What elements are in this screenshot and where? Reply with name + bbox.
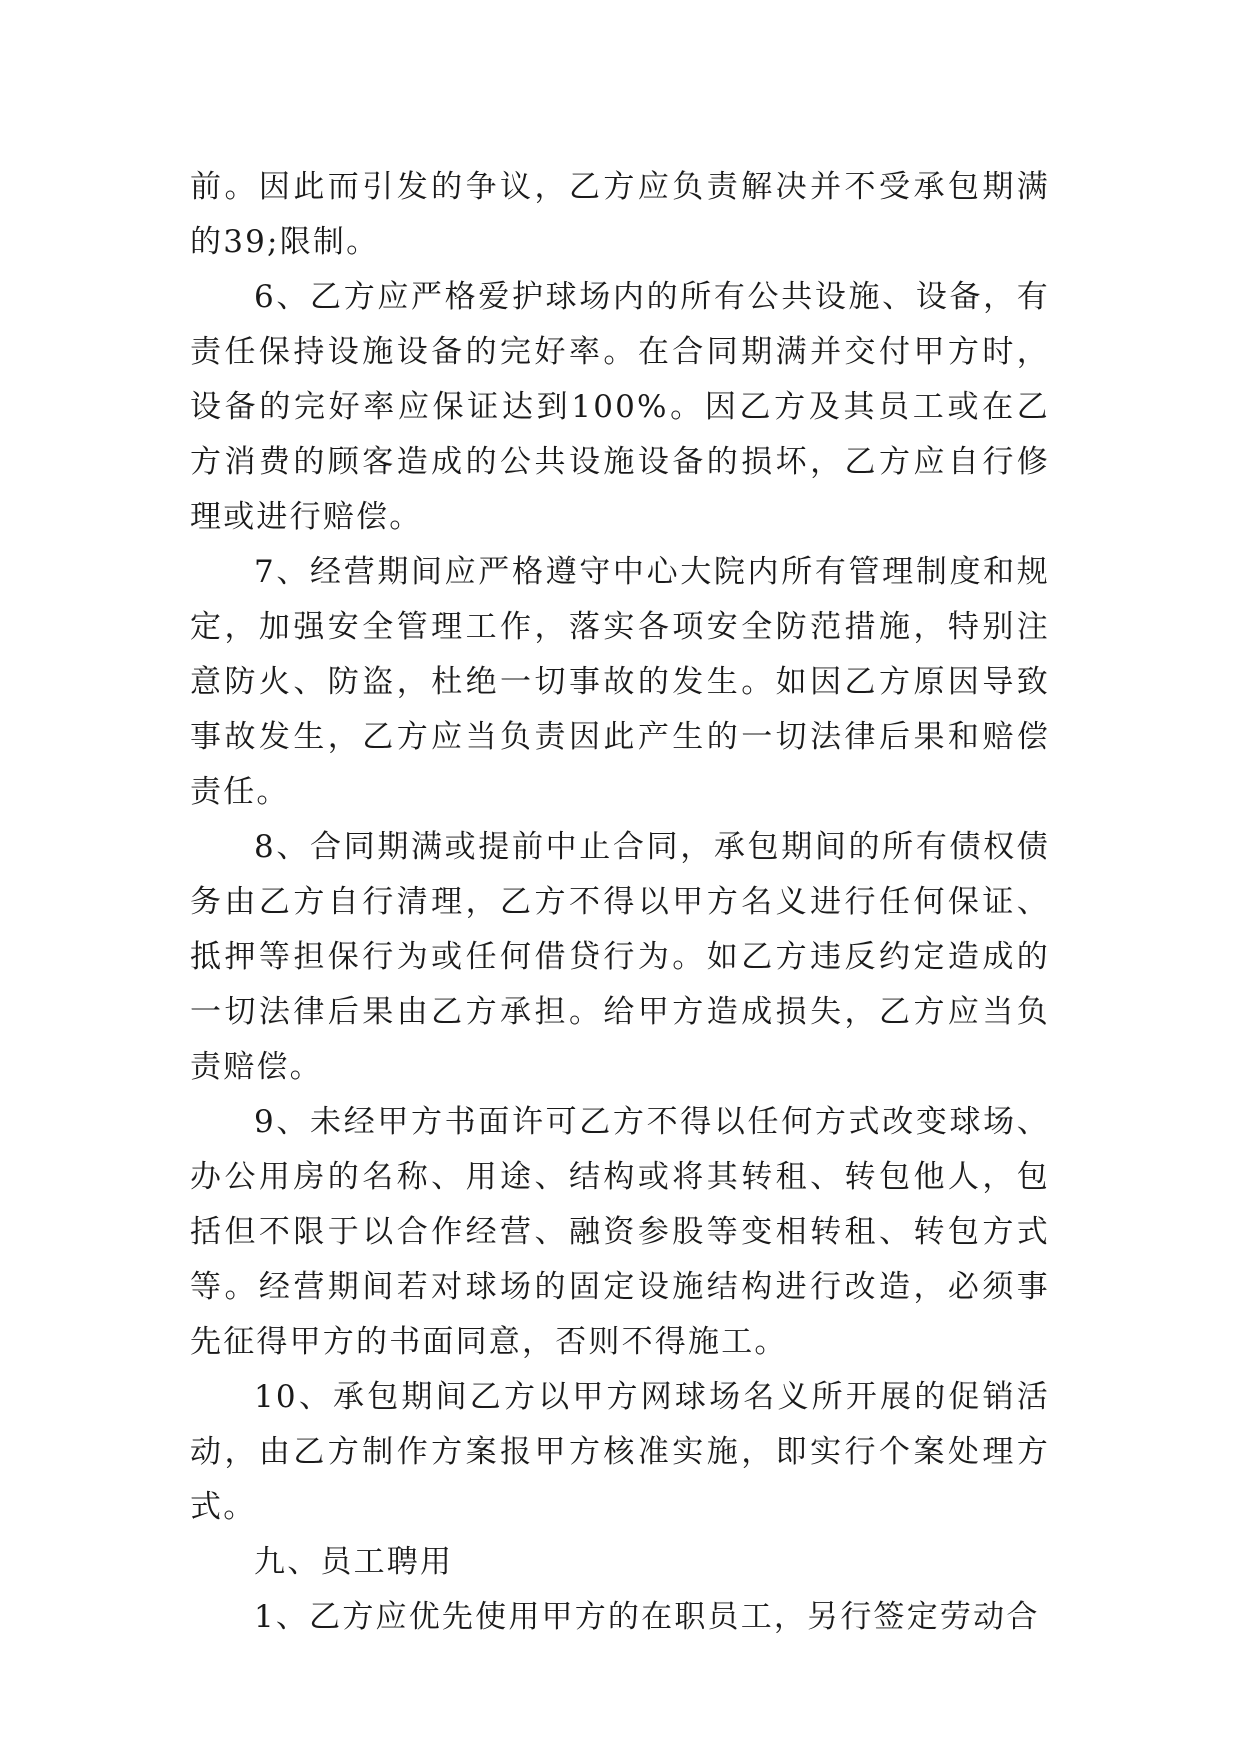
paragraph-clause-10: 10、承包期间乙方以甲方网球场名义所开展的促销活动，由乙方制作方案报甲方核准实施，即实行个案处理方式。 xyxy=(190,1379,1050,1525)
paragraph-hiring-clause-1: 1、乙方应优先使用甲方的在职员工，另行签定劳动合 xyxy=(254,1599,1040,1635)
paragraph-continuation: 前。因此而引发的争议，乙方应负责解决并不受承包期满的39;限制。 xyxy=(190,169,1050,260)
paragraph-clause-7: 7、经营期间应严格遵守中心大院内所有管理制度和规定，加强安全管理工作，落实各项安全防范措施，特别注意防火、防盗，杜绝一切事故的发生。如因乙方原因导致事故发生，乙方应当负责因此产生的一切法律后果和赔偿责任。 xyxy=(190,554,1050,810)
paragraph-clause-8: 8、合同期满或提前中止合同，承包期间的所有债权债务由乙方自行清理，乙方不得以甲方名义进行任何保证、抵押等担保行为或任何借贷行为。如乙方违反约定造成的一切法律后果由乙方承担。给甲方造成损失，乙方应当负责赔偿。 xyxy=(190,829,1050,1085)
paragraph-clause-9: 9、未经甲方书面许可乙方不得以任何方式改变球场、办公用房的名称、用途、结构或将其转租、转包他人，包括但不限于以合作经营、融资参股等变相转租、转包方式等。经营期间若对球场的固定设施结构进行改造，必须事先征得甲方的书面同意，否则不得施工。 xyxy=(190,1104,1050,1360)
paragraph-clause-6: 6、乙方应严格爱护球场内的所有公共设施、设备，有责任保持设施设备的完好率。在合同期满并交付甲方时，设备的完好率应保证达到100%。因乙方及其员工或在乙方消费的顾客造成的公共设施设备的损坏，乙方应自行修理或进行赔偿。 xyxy=(190,279,1050,535)
document-body xyxy=(190,160,1050,1645)
section-heading-staff-hiring: 九、员工聘用 xyxy=(254,1544,454,1580)
